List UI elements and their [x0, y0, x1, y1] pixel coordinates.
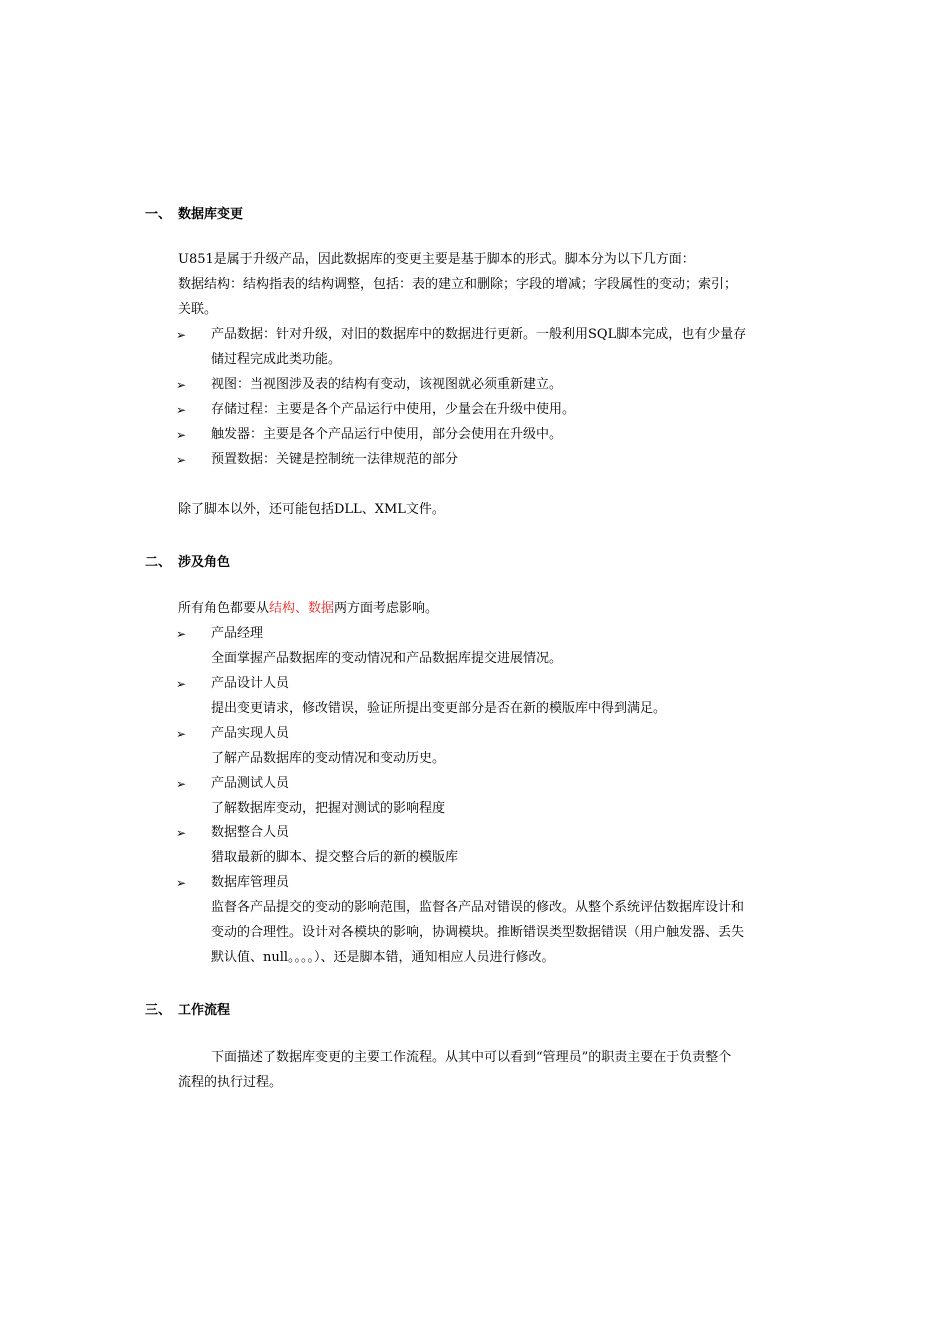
- role-name: 数据库管理员: [211, 875, 290, 890]
- section-number: 二、: [145, 555, 172, 570]
- list-item-continuation: 储过程完成此类功能。: [211, 352, 342, 367]
- section-title: 工作流程: [178, 1003, 231, 1018]
- bullet-arrow-icon: ➢: [176, 826, 187, 840]
- intro-text: 所有角色都要从: [178, 601, 270, 616]
- paragraph-line: U851是属于升级产品，因此数据库的变更主要是基于脚本的形式。脚本分为以下几方面：: [178, 252, 695, 267]
- bullet-arrow-icon: ➢: [176, 403, 187, 417]
- section-number: 一、: [145, 207, 172, 222]
- intro-text: 两方面考虑影响。: [334, 601, 439, 616]
- bullet-arrow-icon: ➢: [176, 727, 187, 741]
- list-item: 视图：当视图涉及表的结构有变动，该视图就必须重新建立。: [211, 377, 563, 392]
- role-description: 监督各产品提交的变动的影响范围，监督各产品对错误的修改。从整个系统评估数据库设计和: [211, 900, 745, 915]
- bullet-arrow-icon: ➢: [176, 428, 187, 442]
- paragraph-line: 除了脚本以外，还可能包括DLL、XML文件。: [178, 502, 445, 517]
- role-description: 猎取最新的脚本、提交整合后的新的模版库: [211, 850, 459, 865]
- section-heading-1: [145, 203, 243, 222]
- role-description: 提出变更请求，修改错误，验证所提出变更部分是否在新的模版库中得到满足。: [211, 701, 667, 716]
- list-item: 存储过程：主要是各个产品运行中使用，少量会在升级中使用。: [211, 402, 576, 417]
- highlighted-text: 结构、数据: [269, 601, 335, 616]
- role-name: 产品设计人员: [211, 676, 290, 691]
- role-description: 了解数据库变动，把握对测试的影响程度: [211, 801, 446, 816]
- list-item: 产品数据：针对升级，对旧的数据库中的数据进行更新。一般利用SQL脚本完成，也有少量存: [211, 327, 747, 342]
- paragraph-line: 数据结构：结构指表的结构调整，包括：表的建立和删除；字段的增减；字段属性的变动；索引；: [178, 277, 738, 292]
- bullet-arrow-icon: ➢: [176, 677, 187, 691]
- role-description: 全面掌握产品数据库的变动情况和产品数据库提交进展情况。: [211, 651, 563, 666]
- role-name: 产品测试人员: [211, 776, 290, 791]
- section-heading-3: [145, 999, 230, 1018]
- bullet-arrow-icon: ➢: [176, 777, 187, 791]
- role-description: 变动的合理性。设计对各模块的影响，协调模块。推断错误类型数据错误（用户触发器、丢失: [211, 925, 745, 940]
- roles-intro: [178, 600, 438, 618]
- bullet-arrow-icon: ➢: [176, 453, 187, 467]
- role-name: 数据整合人员: [211, 825, 290, 840]
- section-heading-2: [145, 551, 230, 570]
- bullet-arrow-icon: ➢: [176, 328, 187, 342]
- role-name: 产品经理: [211, 626, 264, 641]
- bullet-arrow-icon: ➢: [176, 876, 187, 890]
- role-description: 默认值、null。。。。）、还是脚本错，通知相应人员进行修改。: [211, 950, 555, 965]
- section-title: 数据库变更: [178, 207, 244, 222]
- paragraph-line: 下面描述了数据库变更的主要工作流程。从其中可以看到“管理员”的职责主要在于负责整个: [211, 1050, 732, 1065]
- role-name: 产品实现人员: [211, 726, 290, 741]
- section-number: 三、: [145, 1003, 172, 1018]
- bullet-arrow-icon: ➢: [176, 378, 187, 392]
- list-item: 预置数据：关键是控制统一法律规范的部分: [211, 452, 459, 467]
- paragraph-line: 流程的执行过程。: [178, 1075, 283, 1090]
- role-description: 了解产品数据库的变动情况和变动历史。: [211, 751, 446, 766]
- paragraph-line: 关联。: [178, 302, 218, 317]
- bullet-arrow-icon: ➢: [176, 627, 187, 641]
- list-item: 触发器：主要是各个产品运行中使用，部分会使用在升级中。: [211, 427, 563, 442]
- section-title: 涉及角色: [178, 555, 231, 570]
